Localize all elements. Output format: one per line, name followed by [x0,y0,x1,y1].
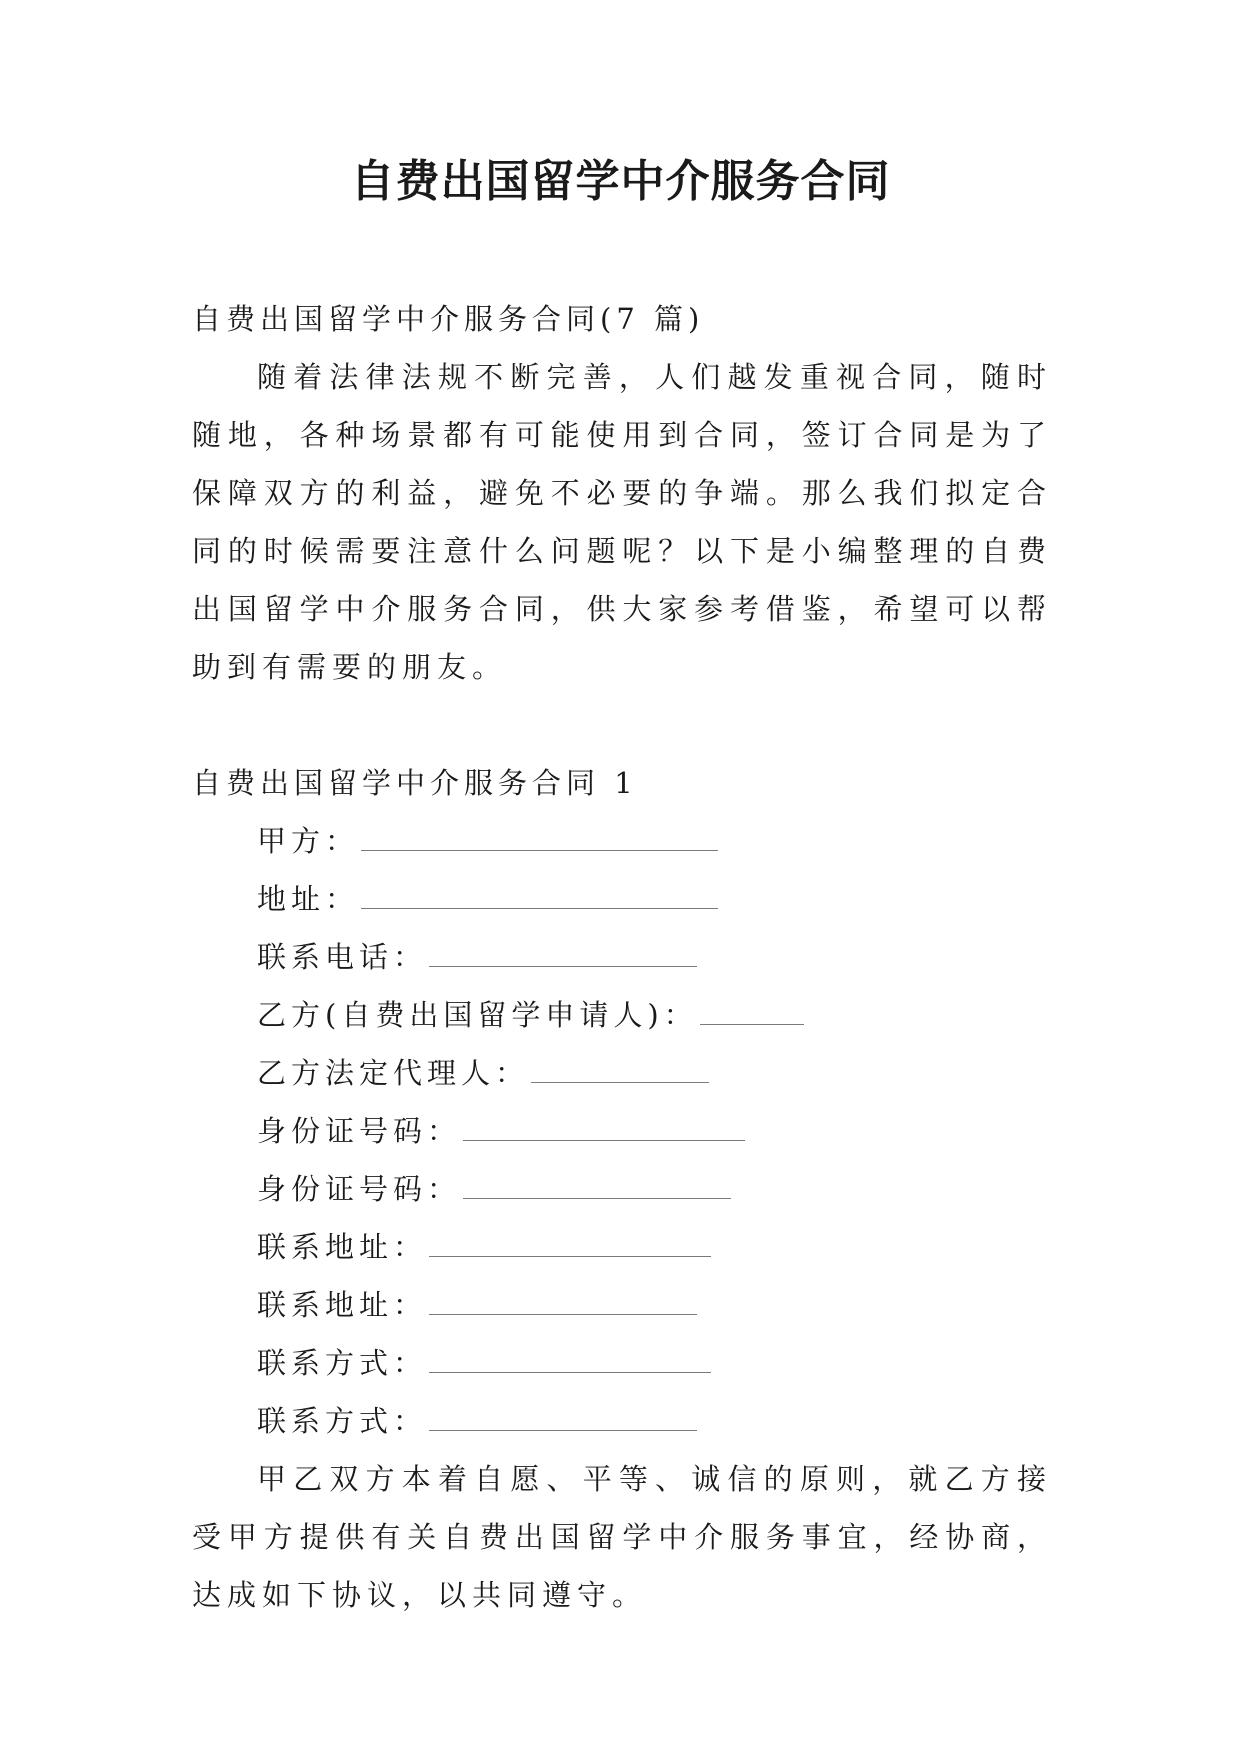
field-label: 甲方： [257,824,360,858]
fill-blank[interactable] [531,1052,709,1083]
document-title: 自费出国留学中介服务合同 [350,156,891,207]
fill-blank[interactable] [429,936,697,967]
field-label: 乙方(自费出国留学申请人)： [257,998,698,1032]
field-label: 联系地址： [257,1230,428,1264]
fill-blank[interactable] [463,1110,745,1141]
intro-paragraph: 随着法律法规不断完善，人们越发重视合同，随时随地，各种场景都有可能使用到合同，签订合同是为了保障双方的利益，避免不必要的争端。那么我们拟定合同的时候需要注意什么问题呢？以下是小编整理的自费出国留学中介服务合同，供大家参考借鉴，希望可以帮助到有需要的朋友。 [192,360,1052,684]
field-contact-address-1 [192,1218,1052,1276]
field-contact-method-2 [192,1392,1052,1450]
field-label: 联系电话： [257,940,428,974]
field-label: 联系方式： [257,1346,428,1380]
fill-blank[interactable] [429,1226,711,1257]
paragraph-gap [192,696,1052,754]
field-phone [192,928,1052,986]
field-label: 乙方法定代理人： [257,1056,530,1090]
field-party-a [192,812,1052,870]
field-contact-method-1 [192,1334,1052,1392]
fill-blank[interactable] [361,820,718,851]
field-contact-address-2 [192,1276,1052,1334]
fill-blank[interactable] [463,1168,731,1199]
field-legal-agent [192,1044,1052,1102]
closing-paragraph: 甲乙双方本着自愿、平等、诚信的原则，就乙方接受甲方提供有关自费出国留学中介服务事宜，经协商，达成如下协议，以共同遵守。 [192,1462,1052,1612]
field-label: 地址： [257,882,360,916]
field-id-number-2 [192,1160,1052,1218]
fill-blank[interactable] [429,1342,711,1373]
field-label: 身份证号码： [257,1114,462,1148]
party-fields [192,812,1052,1450]
field-party-b [192,986,1052,1044]
fill-blank[interactable] [361,878,718,909]
fill-blank[interactable] [429,1284,697,1315]
document-body [192,290,1052,1624]
field-id-number-1 [192,1102,1052,1160]
field-label: 身份证号码： [257,1172,462,1206]
field-label: 联系方式： [257,1404,428,1438]
fill-blank[interactable] [429,1400,697,1431]
fill-blank[interactable] [700,994,804,1025]
section-heading: 自费出国留学中介服务合同 1 [192,766,638,800]
field-address [192,870,1052,928]
field-label: 联系地址： [257,1288,428,1322]
document-subtitle: 自费出国留学中介服务合同(7 篇) [192,302,705,336]
